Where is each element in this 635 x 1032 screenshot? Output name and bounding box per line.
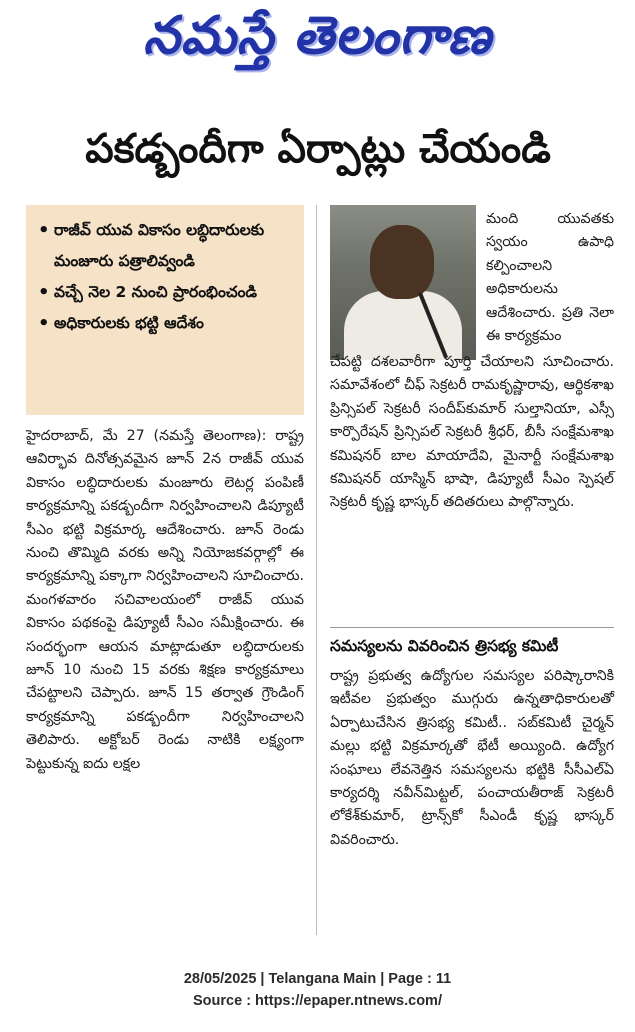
right-column-lower xyxy=(330,665,614,852)
headline: పకడ్బందీగా ఏర్పాట్లు చేయండి xyxy=(85,126,551,172)
footer-source-line: Source : https://epaper.ntnews.com/ xyxy=(193,993,442,1009)
right-column xyxy=(330,351,614,515)
masthead-title: నమస్తే తెలంగాణ xyxy=(143,6,492,66)
highlight-item: • రాజీవ్ యువ వికాసం లబ్ధిదారులకు మంజూరు పత్రాలివ్వండి xyxy=(36,215,296,277)
highlight-item: • అధికారులకు భట్టి ఆదేశం xyxy=(36,308,296,339)
body-paragraph: మంది యువతకు స్వయం ఉపాధి కల్పించాలని అధికారులను ఆదేశించారు. ప్రతి నెలా ఈ కార్యక్రమం xyxy=(486,211,614,345)
footer xyxy=(0,968,635,1012)
section-divider xyxy=(330,627,614,628)
right-column-top xyxy=(486,208,614,348)
article-clipping xyxy=(20,113,616,953)
footer-date-line: 28/05/2025 | Telangana Main | Page : 11 xyxy=(183,971,452,987)
masthead xyxy=(0,0,635,78)
highlight-item: • వచ్చే నెల 2 నుంచి ప్రారంభించండి xyxy=(36,277,296,308)
body-paragraph: రాష్ట్ర ప్రభుత్వ ఉద్యోగుల సమస్యల పరిష్కారానికి ఇటీవల ప్రభుత్వం ముగ్గురు ఉన్నతాధికారులతో ఏర్పాటుచేసిన త్రిసభ్య కమిటీ.. సబ్‌కమిటీ చైర్మన్ మల్లు భట్టి విక్రమార్కతో భేటీ అయ్యింది. ఉద్యోగ సంఘాలు లేవనెత్తిన సమస్యలను భట్టికి సీసీఎల్ఏ కార్యదర్శి నవీన్‌మిట్టల్, పంచాయతీరాజ్ సెక్రటరీ లోకేశ్‌కుమార్, ట్రాన్స్‌కో సీఎండీ కృష్ణ భాస్కర్ వివరించారు. xyxy=(330,668,614,848)
left-column xyxy=(26,425,304,776)
subheading: సమస్యలను వివరించిన త్రిసభ్య కమిటీ xyxy=(330,637,559,655)
body-paragraph: హైదరాబాద్, మే 27 (నమస్తే తెలంగాణ): రాష్ట్ర ఆవిర్భావ దినోత్సవమైన జూన్ 2న రాజీవ్ యువ వికాసం లబ్ధిదారులకు మంజూరు లెటర్ల పంపిణీ కార్యక్రమాన్ని పకడ్బందీగా నిర్వహించాలని డిప్యూటీ సీఎం భట్టి విక్రమార్క ఆదేశించారు. జూన్ రెండు నుంచి తొమ్మిది వరకు అన్ని నియోజకవర్గాల్లో ఈ కార్యక్రమాన్ని పక్కాగా నిర్వహించాలని సూచించారు. మంగళవారం సచివాలయంలో రాజీవ్ యువ వికాసం పథకంపై డిప్యూటీ సీఎం సమీక్షించారు. ఈ సందర్భంగా ఆయన మాట్లాడుతూ లబ్ధిదారులకు జూన్ 10 నుంచి 15 వరకు శిక్షణ కార్యక్రమాలు చేపట్టాలని చెప్పారు. జూన్ 15 తర్వాత గ్రౌండింగ్ కార్యక్రమాన్ని పకడ్బందీగా నిర్వహించాలని తెలిపారు. అక్టోబర్ రెండు నాటికి లక్ష్యంగా పెట్టుకున్న ఐదు లక్షల xyxy=(26,428,304,772)
person-photo xyxy=(330,205,476,360)
column-divider xyxy=(316,205,317,935)
body-paragraph: చేపట్టి దశలవారీగా పూర్తి చేయాలని సూచించారు. సమావేశంలో చీఫ్ సెక్రటరీ రామకృష్ణారావు, ఆర్థికశాఖ ప్రిన్సిపల్ సెక్రటరీ సందీప్‌కుమార్ సుల్తానియా, ఎస్సీ కార్పొరేషన్ ప్రిన్సిపల్ సెక్రటరీ శ్రీధర్, బీసీ సంక్షేమశాఖ కమిషనర్ బాల మాయాదేవి, మైనార్టీ సంక్షేమశాఖ కమిషనర్ యాస్మిన్ భాషా, డిప్యూటీ సీఎం స్పెషల్ సెక్రటరీ కృష్ణ భాస్కర్ తదితరులు పాల్గొన్నారు. xyxy=(330,354,614,511)
highlights-box xyxy=(26,205,304,415)
